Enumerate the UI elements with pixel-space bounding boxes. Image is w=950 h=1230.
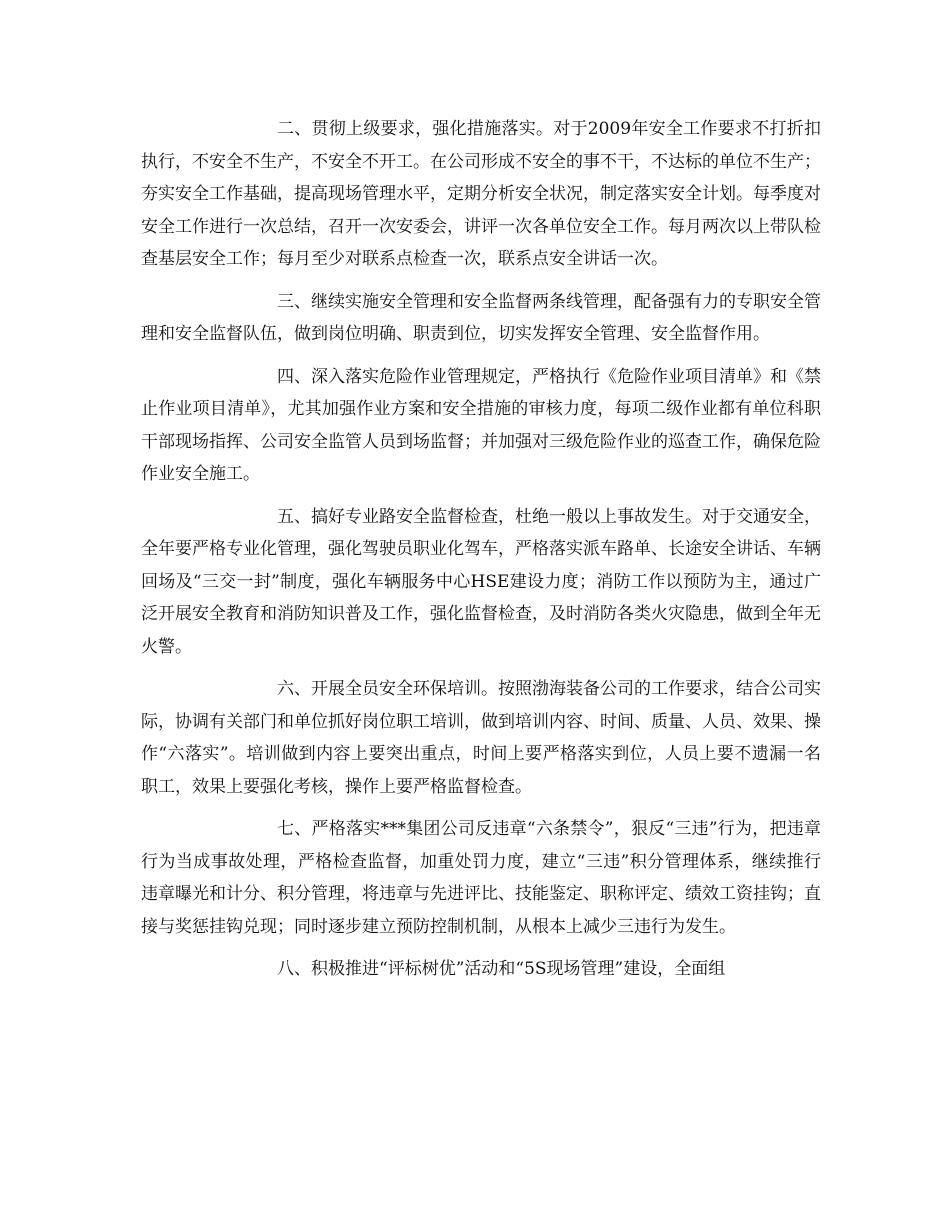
paragraph-4: 四、深入落实危险作业管理规定，严格执行《危险作业项目清单》和《禁止作业项目清单》，尤其加强作业方案和安全措施的审核力度，每项二级作业都有单位科职干部现场指挥、公司安全监管人员到场监督；并加强对三级危险作业的巡查工作，确保危险作业安全施工。 xyxy=(141,366,821,484)
paragraph-7: 七、严格落实***集团公司反违章“六条禁令”，狠反“三违”行为，把违章行为当成事故处理，严格检查监督，加重处罚力度，建立“三违”积分管理体系，继续推行违章曝光和计分、积分管理，将违章与先进评比、技能鉴定、职称评定、绩效工资挂钩；直接与奖惩挂钩兑现；同时逐步建立预防控制机制，从根本上减少三违行为发生。 xyxy=(141,819,821,937)
paragraph-3: 三、继续实施安全管理和安全监督两条线管理，配备强有力的专职安全管理和安全监督队伍，做到岗位明确、职责到位，切实发挥安全管理、安全监督作用。 xyxy=(141,291,821,344)
document-body xyxy=(141,113,821,986)
paragraph-8: 八、积极推进“评标树优”活动和“5S现场管理”建设，全面组 xyxy=(277,959,726,979)
paragraph-5: 五、搞好专业路安全监督检查，杜绝一般以上事故发生。对于交通安全，全年要严格专业化管理，强化驾驶员职业化驾车，严格落实派车路单、长途安全讲话、车辆回场及“三交一封”制度，强化车辆服务中心HSE建设力度；消防工作以预防为主，通过广泛开展安全教育和消防知识普及工作，强化监督检查，及时消防各类火灾隐患，做到全年无火警。 xyxy=(141,506,821,657)
paragraph-6: 六、开展全员安全环保培训。按照渤海装备公司的工作要求，结合公司实际，协调有关部门和单位抓好岗位职工培训，做到培训内容、时间、质量、人员、效果、操作“六落实”。培训做到内容上要突出重点，时间上要严格落实到位，人员上要不遗漏一名职工，效果上要强化考核，操作上要严格监督检查。 xyxy=(141,679,821,797)
paragraph-2: 二、贯彻上级要求，强化措施落实。对于2009年安全工作要求不打折扣执行，不安全不生产，不安全不开工。在公司形成不安全的事不干，不达标的单位不生产；夯实安全工作基础，提高现场管理水平，定期分析安全状况，制定落实安全计划。每季度对安全工作进行一次总结，召开一次安委会，讲评一次各单位安全工作。每月两次以上带队检查基层安全工作；每月至少对联系点检查一次，联系点安全讲话一次。 xyxy=(141,119,821,269)
